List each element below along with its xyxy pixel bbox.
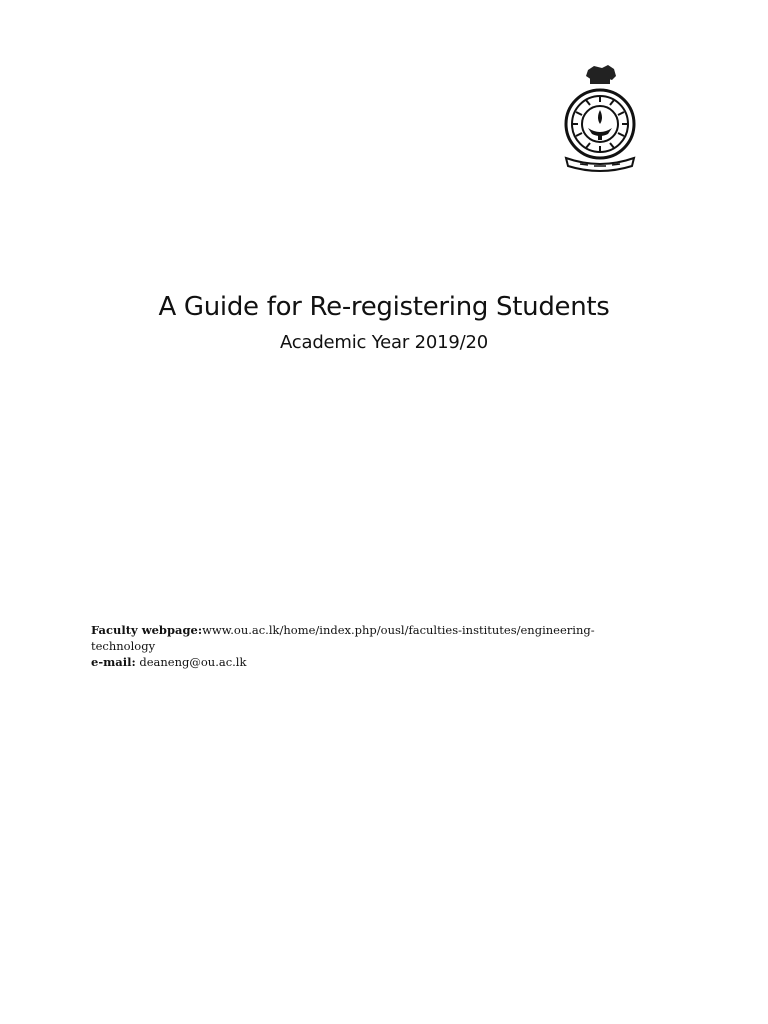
email-link[interactable]: deaneng@ou.ac.lk [139,655,247,669]
webpage-link-continued[interactable]: technology [91,639,156,653]
webpage-line [91,622,651,638]
webpage-link[interactable]: www.ou.ac.lk/home/index.php/ousl/faculties-institutes/engineering- [202,623,595,637]
email-line [91,654,651,670]
university-crest-icon [558,62,642,174]
contact-block [91,622,651,670]
webpage-label: Faculty webpage: [91,623,203,637]
document-subtitle: Academic Year 2019/20 [280,332,488,353]
document-title: A Guide for Re-registering Students [158,292,610,322]
email-label: e-mail: [91,655,136,669]
